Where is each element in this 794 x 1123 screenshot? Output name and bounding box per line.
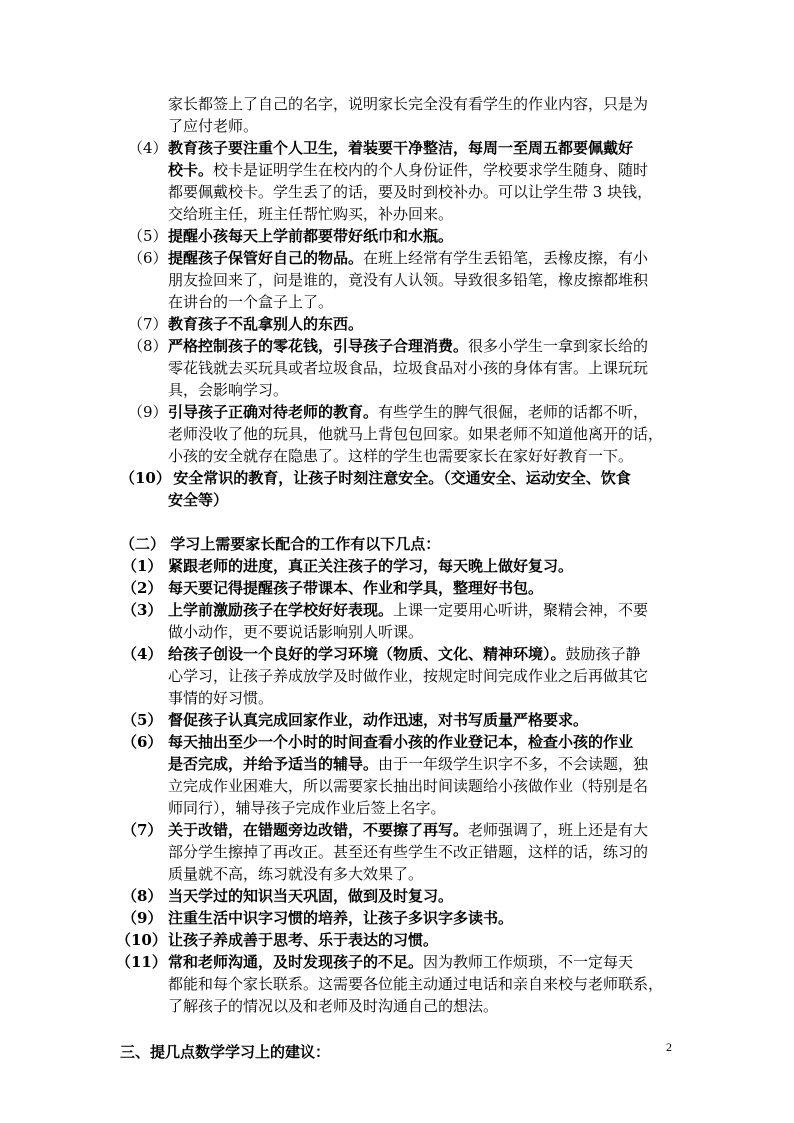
- paragraph-line: 小孩的安全就存在隐患了。这样的学生也需要家长在家好好教育一下。: [168, 447, 634, 465]
- list-item: （2） 每天要记得提醒孩子带课本、作业和学具，整理好书包。: [122, 579, 544, 597]
- list-item: （6）提醒孩子保管好自己的物品。在班上经常有学生丢铅笔，丢橡皮擦，有小: [128, 249, 649, 267]
- paragraph-line: 心学习，让孩子养成放学及时做作业，按规定时间完成作业之后再做其它: [168, 667, 649, 685]
- paragraph-line: 立完成作业困难大，所以需要家长抽出时间读题给小孩做作业（特别是名: [168, 777, 649, 795]
- paragraph-line: 了应付老师。: [168, 117, 259, 135]
- list-item: （10）让孩子养成善于思考、乐于表达的习惯。: [116, 931, 439, 949]
- page-number: 2: [666, 1040, 672, 1054]
- paragraph-line: 零花钱就去买玩具或者垃圾食品，垃圾食品对小孩的身体有害。上课玩玩: [168, 359, 649, 377]
- paragraph-line: 家长都签上了自己的名字，说明家长完全没有看学生的作业内容，只是为: [168, 95, 649, 113]
- list-item: （1） 紧跟老师的进度，真正关注孩子的学习，每天晚上做好复习。: [122, 557, 574, 575]
- list-item: （9）引导孩子正确对待老师的教育。有些学生的脾气很倔，老师的话都不听，: [128, 403, 649, 421]
- section-heading: （二） 学习上需要家长配合的工作有以下几点：: [120, 535, 441, 553]
- list-item: （7） 关于改错，在错题旁边改错，不要擦了再写。老师强调了，班上还是有大: [122, 821, 649, 839]
- list-item: （7）教育孩子不乱拿别人的东西。: [128, 315, 364, 333]
- paragraph-line: 了解孩子的情况以及和老师及时沟通自己的想法。: [168, 997, 499, 1015]
- paragraph-line: 老师没收了他的玩具，他就马上背包包回家。如果老师不知道他离开的话，: [168, 425, 664, 443]
- list-item: （4）教育孩子要注重个人卫生，着装要干净整洁，每周一至周五都要佩戴好: [128, 139, 634, 157]
- paragraph-line: 安全等）: [168, 491, 229, 509]
- list-item: （11）常和老师沟通，及时发现孩子的不足。因为教师工作烦琐，不一定每天: [116, 953, 634, 971]
- list-item: （5） 督促孩子认真完成回家作业，动作迅速，对书写质量严格要求。: [122, 711, 589, 729]
- paragraph-line: 部分学生擦掉了再改正。甚至还有些学生不改正错题，这样的话，练习的: [168, 843, 649, 861]
- paragraph-line: 是否完成，并给予适当的辅导。由于一年级学生识字不多，不会读题，独: [168, 755, 649, 773]
- paragraph-line: 具，会影响学习。: [168, 381, 289, 399]
- section-heading: 三、提几点数学学习上的建议：: [120, 1043, 331, 1061]
- paragraph-line: 质量就不高，练习就没有多大效果了。: [168, 865, 424, 883]
- list-item: （9） 注重生活中识字习惯的培养，让孩子多识字多读书。: [122, 909, 514, 927]
- paragraph-line: 交给班主任，班主任帮忙购买，补办回来。: [168, 205, 454, 223]
- list-item: （3） 上学前激励孩子在学校好好表现。上课一定要用心听讲，聚精会神，不要: [122, 601, 649, 619]
- paragraph-line: 做小动作，更不要说话影响别人听课。: [168, 623, 424, 641]
- paragraph-line: 校卡。校卡是证明学生在校内的个人身份证件，学校要求学生随身、随时: [168, 161, 649, 179]
- paragraph-line: 朋友捡回来了，问是谁的，竟没有人认领。导致很多铅笔，橡皮擦都堆积: [168, 271, 649, 289]
- list-item: （4） 给孩子创设一个良好的学习环境（物质、文化、精神环境）。鼓励孩子静: [122, 645, 641, 663]
- paragraph-line: 事情的好习惯。: [168, 689, 274, 707]
- list-item: （8）严格控制孩子的零花钱，引导孩子合理消费。很多小学生一拿到家长给的: [128, 337, 649, 355]
- paragraph-line: 师同行），辅导孩子完成作业后签上名字。: [168, 799, 446, 817]
- paragraph-line: 在讲台的一个盒子上了。: [168, 293, 334, 311]
- list-item: （8） 当天学过的知识当天巩固，做到及时复习。: [122, 887, 454, 905]
- list-item: （5）提醒小孩每天上学前都要带好纸巾和水瓶。: [128, 227, 454, 245]
- paragraph-line: 都要佩戴校卡。学生丢了的话，要及时到校补办。可以让学生带 3 块钱，: [168, 183, 653, 201]
- list-item: （6） 每天抽出至少一个小时的时间查看小孩的作业登记本，检查小孩的作业: [122, 733, 634, 751]
- list-item: （10） 安全常识的教育，让孩子时刻注意安全。（交通安全、运动安全、饮食: [120, 469, 631, 487]
- paragraph-line: 都能和每个家长联系。这需要各位能主动通过电话和亲自来校与老师联系，: [168, 975, 664, 993]
